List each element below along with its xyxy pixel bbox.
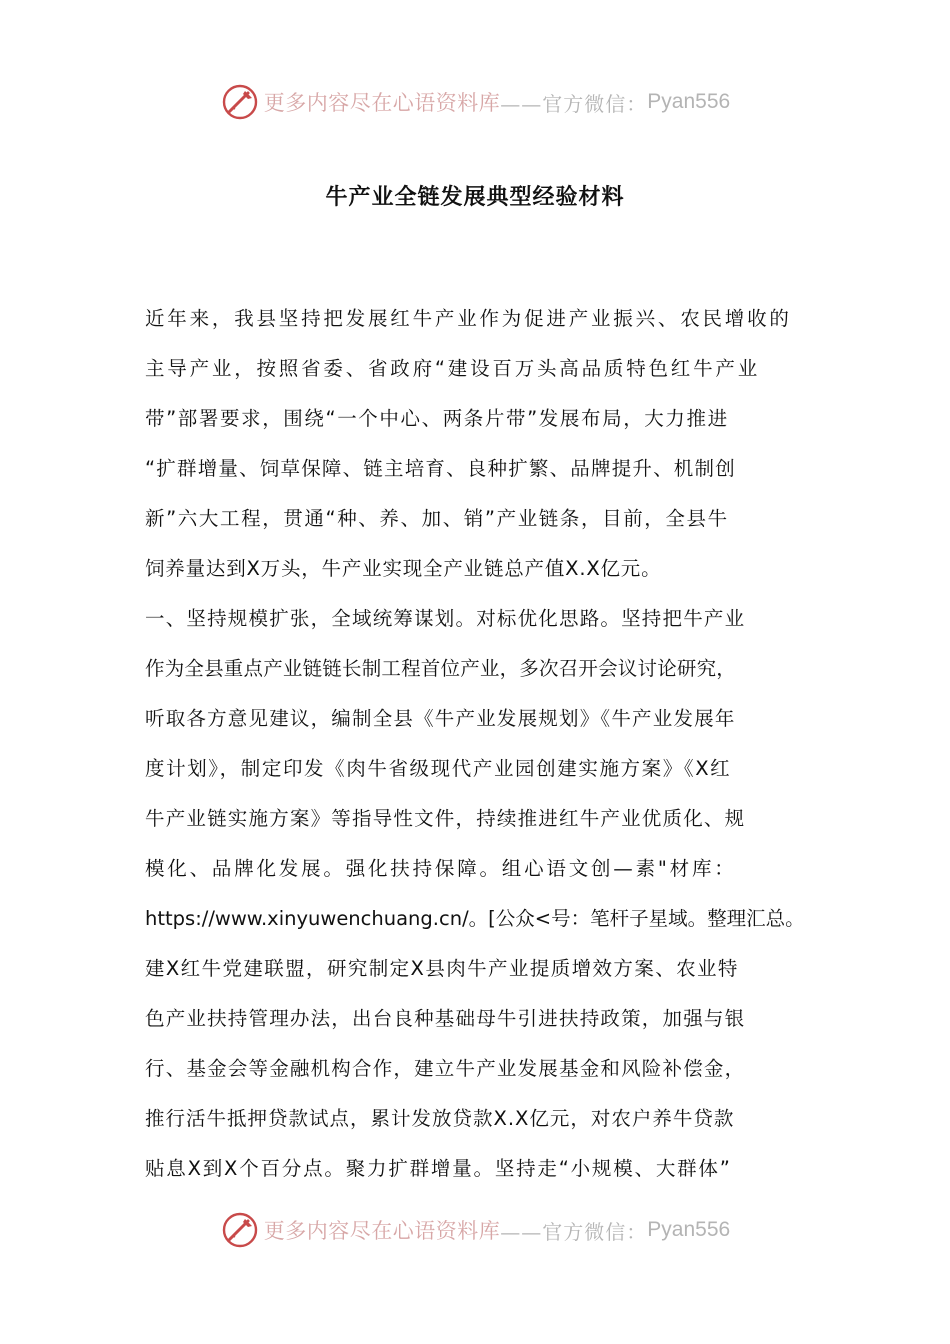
text-line: 贴息X到X个百分点。聚力扩群增量。坚持走“小规模、大群体”	[145, 1157, 732, 1180]
text-line: 近年来，我县坚持把发展红牛产业作为促进产业振兴、农民增收的	[145, 307, 792, 330]
text-line: 色产业扶持管理办法，出台良种基础母牛引进扶持政策，加强与银	[145, 1007, 746, 1030]
text-line: 听取各方意见建议，编制全县《牛产业发展规划》《牛产业发展年	[145, 707, 736, 730]
text-line: 作为全县重点产业链链长制工程首位产业，多次召开会议讨论研究，	[145, 657, 737, 680]
text-line: 行、基金会等金融机构合作，建立牛产业发展基金和风险补偿金，	[145, 1057, 746, 1080]
text-line: https://www.xinyuwenchuang.cn/。[公众<号：笔杆子星域。整理汇总。	[145, 907, 805, 930]
text-line: 建X红牛党建联盟，研究制定X县肉牛产业提质增效方案、农业特	[145, 957, 739, 980]
text-line: 饲养量达到X万头，牛产业实现全产业链总产值X.X亿元。	[145, 557, 662, 580]
banner-wechat-id: Pyan556	[647, 90, 731, 113]
banner-wechat-label: ——官方微信：	[500, 1219, 648, 1244]
banner-slogan: 更多内容尽在心语资料库	[263, 1219, 501, 1243]
text-line: 带”部署要求，围绕“一个中心、两条片带”发展布局，大力推进	[145, 407, 729, 430]
banner-wechat-label: ——官方微信：	[500, 91, 648, 116]
text-line: “扩群增量、饲草保障、链主培育、良种扩繁、品牌提升、机制创	[145, 457, 736, 480]
pen-logo-icon	[220, 82, 260, 122]
text-line: 度计划》，制定印发《肉牛省级现代产业园创建实施方案》《X红	[145, 757, 732, 780]
text-line: 主导产业，按照省委、省政府“建设百万头高品质特色红牛产业	[145, 357, 761, 380]
text-line: 推行活牛抵押贷款试点，累计发放贷款X.X亿元，对农户养牛贷款	[145, 1107, 735, 1130]
text-line: 牛产业链实施方案》等指导性文件，持续推进红牛产业优质化、规	[145, 807, 746, 830]
footer-banner	[0, 1208, 950, 1252]
banner-wechat-id: Pyan556	[647, 1218, 731, 1241]
banner-slogan: 更多内容尽在心语资料库	[263, 91, 501, 115]
document-body	[145, 294, 825, 1194]
pen-logo-icon	[220, 1210, 260, 1250]
text-line: 新”六大工程，贯通“种、养、加、销”产业链条，目前，全县牛	[145, 507, 729, 530]
header-banner	[0, 80, 950, 124]
text-line: 模化、品牌化发展。强化扶持保障。组心语文创—素"材库：	[145, 857, 737, 880]
text-line: 一、坚持规模扩张，全域统筹谋划。对标优化思路。坚持把牛产业	[145, 607, 746, 630]
document-title: 牛产业全链发展典型经验材料	[325, 185, 625, 210]
